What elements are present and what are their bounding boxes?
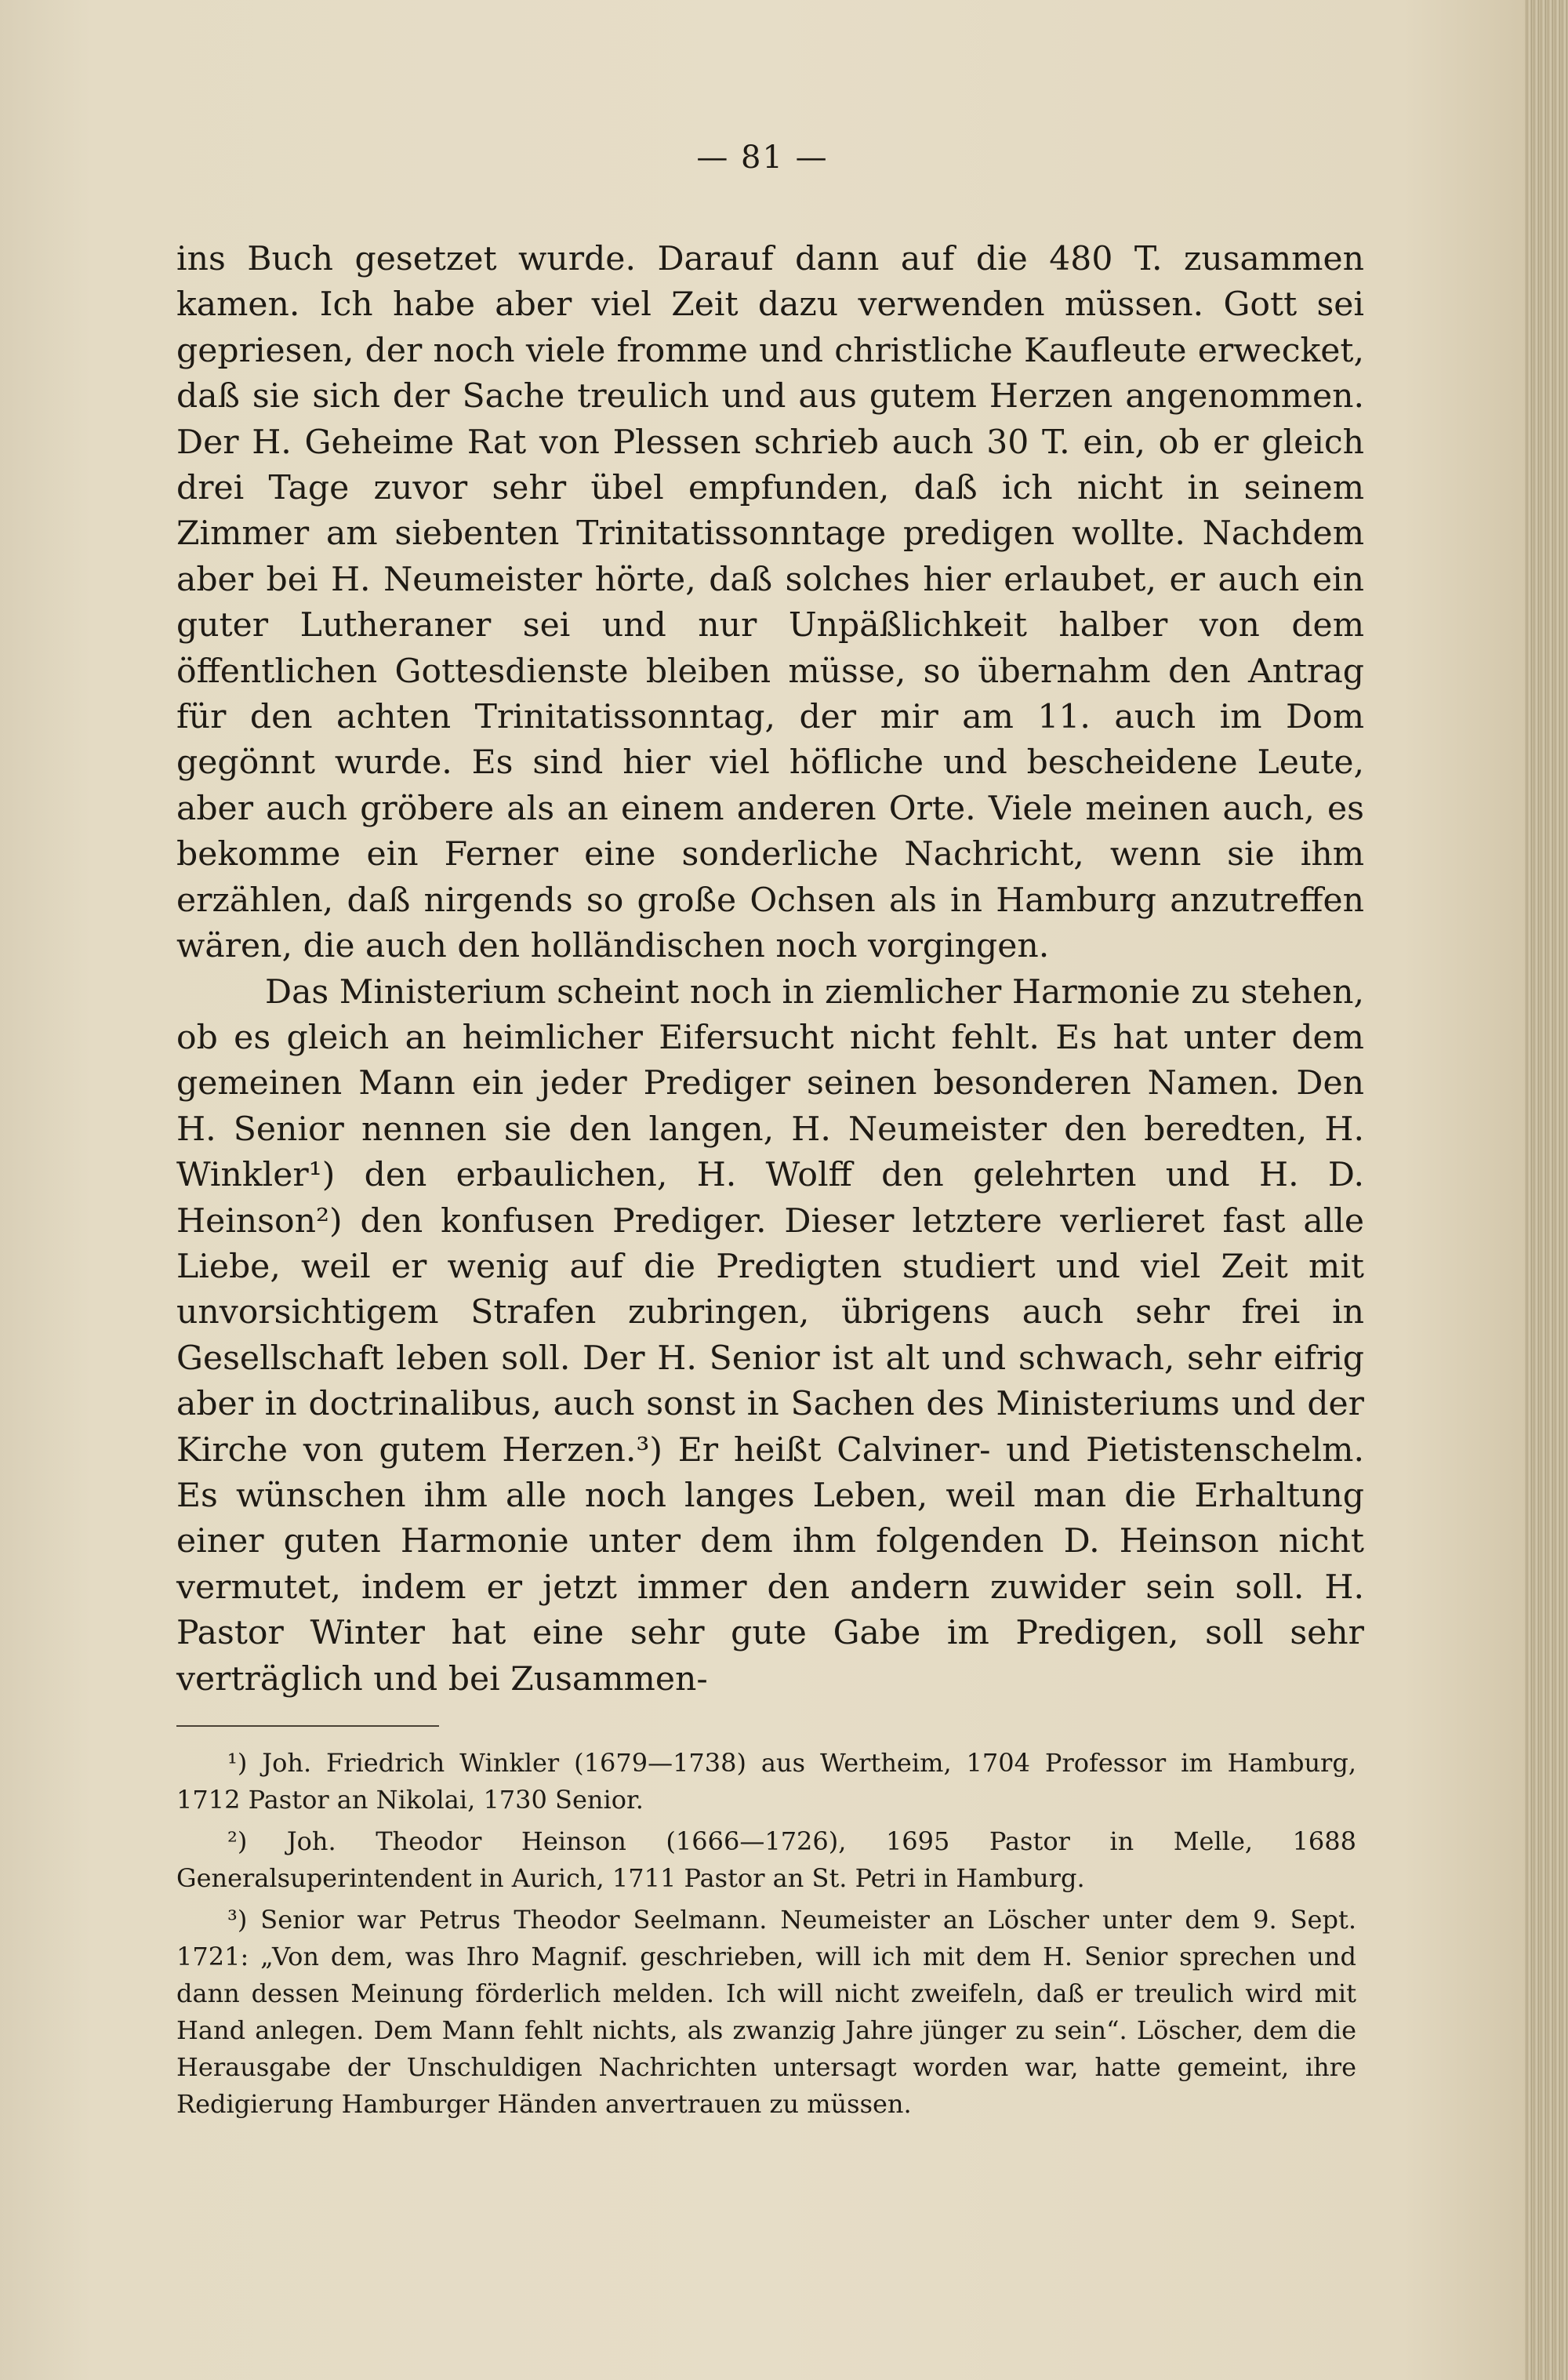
- main-text: [176, 237, 1364, 1702]
- page-number: — 81 —: [696, 140, 829, 176]
- footnotes: [176, 1745, 1356, 2127]
- paragraph: ins Buch gesetzet wurde. Darauf dann auf die 480 T. zusammen kamen. Ich habe aber viel Zeit dazu verwenden müssen. Gott sei gepriesen, der noch viele fromme und christliche Kaufleute erwecket, daß sie sich der Sache treulich und aus gutem Herzen angenommen. Der H. Geheime Rat von Plessen schrieb auch 30 T. ein, ob er gleich drei Tage zuvor sehr übel empfunden, daß ich nicht in seinem Zimmer am siebenten Trinitatissonntage predigen wollte. Nachdem aber bei H. Neumeister hörte, daß solches hier erlaubet, er auch ein guter Lutheraner sei und nur Unpäßlichkeit halber von dem öffentlichen Gottesdienste bleiben müsse, so übernahm den Antrag für den achten Trinitatissonntag, der mir am 11. auch im Dom gegönnt wurde. Es sind hier viel höfliche und bescheidene Leute, aber auch gröbere als an einem anderen Orte. Viele meinen auch, es bekomme ein Ferner eine sonderliche Nachricht, wenn sie ihm erzählen, daß nirgends so große Ochsen als in Hamburg anzutreffen wären, die auch den holländischen noch vorgingen.: [176, 240, 1364, 966]
- footnote: ²) Joh. Theodor Heinson (1666—1726), 1695 Pastor in Melle, 1688 Generalsuperintendent in Aurich, 1711 Pastor an St. Petri in Hamburg.: [176, 1826, 1356, 1893]
- page-stack-edge: [1525, 0, 1568, 2380]
- footnote-divider: [176, 1725, 439, 1727]
- paragraph: Das Ministerium scheint noch in ziemlicher Harmonie zu stehen, ob es gleich an heimlicher Eifersucht nicht fehlt. Es hat unter dem gemeinen Mann ein jeder Prediger seinen besonderen Namen. Den H. Senior nennen sie den langen, H. Neumeister den beredten, H. Winkler¹) den erbaulichen, H. Wolff den gelehrten und H. D. Heinson²) den konfusen Prediger. Dieser letztere verlieret fast alle Liebe, weil er wenig auf die Predigten studiert und viel Zeit mit unvorsichtigem Strafen zubringen, übrigens auch sehr frei in Gesellschaft leben soll. Der H. Senior ist alt und schwach, sehr eifrig aber in doctrinalibus, auch sonst in Sachen des Ministeriums und der Kirche von gutem Herzen.³) Er heißt Calviner- und Pietistenschelm. Es wünschen ihm alle noch langes Leben, weil man die Erhaltung einer guten Harmonie unter dem ihm folgenden D. Heinson nicht vermutet, indem er jetzt immer den andern zuwider sein soll. H. Pastor Winter hat eine sehr gute Gabe im Predigen, soll sehr verträglich und bei Zusammen-: [176, 972, 1364, 1699]
- footnote: ¹) Joh. Friedrich Winkler (1679—1738) aus Wertheim, 1704 Professor im Hamburg, 1712 Pastor an Nikolai, 1730 Senior.: [176, 1748, 1356, 1815]
- footnote: ³) Senior war Petrus Theodor Seelmann. Neumeister an Löscher unter dem 9. Sept. 1721: „Von dem, was Ihro Magnif. geschrieben, will ich mit dem H. Senior sprechen und dann dessen Meinung förderlich melden. Ich will nicht zweifeln, daß er treulich wird mit Hand anlegen. Dem Mann fehlt nichts, als zwanzig Jahre jünger zu sein“. Löscher, dem die Herausgabe der Unschuldigen Nachrichten untersagt worden war, hatte gemeint, ihre Redigierung Hamburger Händen anvertrauen zu müssen.: [176, 1905, 1356, 2119]
